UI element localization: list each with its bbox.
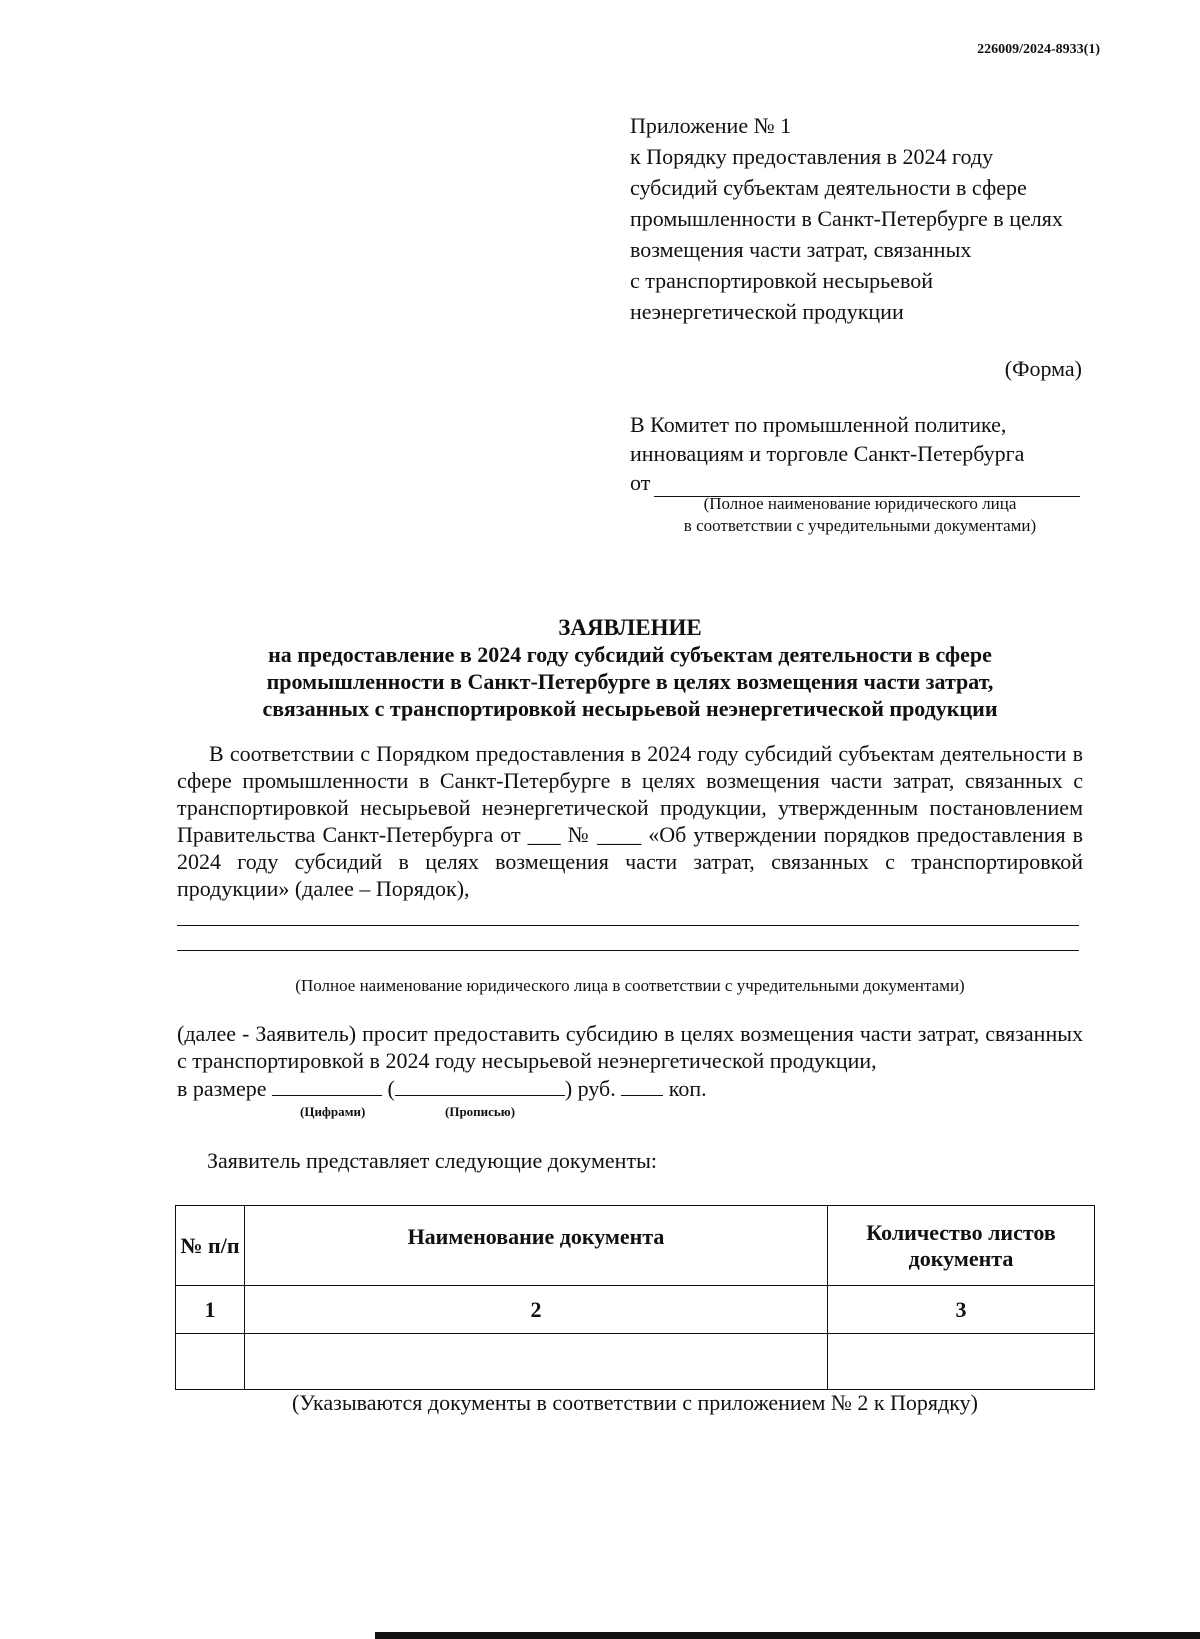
annex-block	[630, 110, 1130, 327]
title-main: ЗАЯВЛЕНИЕ	[558, 615, 702, 640]
amount-words-blank[interactable]	[395, 1077, 565, 1096]
amount-kopecks-blank[interactable]	[621, 1077, 663, 1096]
amount-line	[177, 1076, 707, 1102]
table-cell[interactable]	[245, 1334, 828, 1390]
amount-digits-blank[interactable]	[272, 1077, 382, 1096]
title-line: промышленности в Санкт-Петербурге в целях возмещения части затрат,	[266, 669, 994, 694]
table-cell[interactable]	[176, 1334, 245, 1390]
table-numbering-row	[176, 1286, 1095, 1334]
form-label: (Форма)	[1004, 356, 1082, 381]
addressee-block	[630, 410, 1080, 497]
annex-line: субсидий субъектам деятельности в сфере	[630, 175, 1027, 200]
documents-intro: Заявитель представляет следующие документы:	[207, 1148, 657, 1173]
organization-caption: (Полное наименование юридического лица в соответствии с учредительными документами)	[295, 976, 965, 995]
header-sheet-count: Количество листов документа	[828, 1206, 1095, 1286]
table-cell[interactable]	[828, 1334, 1095, 1390]
documents-note: (Указываются документы в соответствии с приложением № 2 к Порядку)	[292, 1390, 978, 1415]
document-number: 226009/2024-8933(1)	[977, 42, 1100, 57]
table-header-row	[176, 1206, 1095, 1286]
header-document-name: Наименование документа	[245, 1206, 828, 1286]
amount-kop: коп.	[668, 1076, 707, 1101]
annex-line: с транспортировкой несырьевой	[630, 268, 933, 293]
request-paragraph-text: (далее - Заявитель) просит предоставить субсидию в целях возмещения части затрат, связанных с транспортировкой в 2024 году несырьевой неэнергетической продукции,	[177, 1021, 1083, 1073]
body-paragraph	[177, 740, 1083, 902]
addressee-line: В Комитет по промышленной политике,	[630, 412, 1007, 437]
numbering-cell: 1	[176, 1286, 245, 1334]
addressee-caption-line: (Полное наименование юридического лица	[703, 494, 1017, 513]
body-paragraph-text: В соответствии с Порядком предоставления в 2024 году субсидий субъектам деятельности в сфере промышленности в Санкт-Петербурге в целях возмещения части затрат, связанных с транспортировкой несырьевой неэнергетической продукции, утвержденным постановлением Правительства Санкт-Петербурга от ___ № ____ «Об утверждении порядков предоставления в 2024 году субсидий в целях возмещения части затрат, связанных с транспортировкой продукции» (далее – Порядок),	[177, 741, 1083, 901]
numbering-cell: 2	[245, 1286, 828, 1334]
organization-name-blank[interactable]	[177, 950, 1079, 951]
request-paragraph	[177, 1020, 1083, 1074]
annex-line: возмещения части затрат, связанных	[630, 237, 972, 262]
words-label: (Прописью)	[445, 1104, 516, 1119]
documents-table	[175, 1205, 1095, 1390]
title-line: связанных с транспортировкой несырьевой неэнергетической продукции	[262, 696, 998, 721]
from-prefix: от	[630, 470, 651, 495]
annex-line: неэнергетической продукции	[630, 299, 904, 324]
digits-label: (Цифрами)	[300, 1104, 366, 1119]
addressee-line: инновациям и торговле Санкт-Петербурга	[630, 441, 1025, 466]
amount-prefix: в размере	[177, 1076, 267, 1101]
amount-rub: ) руб.	[564, 1076, 616, 1101]
annex-line: промышленности в Санкт-Петербурге в целях	[630, 206, 1063, 231]
scan-edge-bar	[375, 1632, 1200, 1639]
annex-line: к Порядку предоставления в 2024 году	[630, 144, 994, 169]
title-line: на предоставление в 2024 году субсидий субъектам деятельности в сфере	[268, 642, 992, 667]
addressee-caption-line: в соответствии с учредительными документами)	[683, 516, 1037, 535]
numbering-cell: 3	[828, 1286, 1095, 1334]
table-row	[176, 1334, 1095, 1390]
header-number: № п/п	[176, 1206, 245, 1286]
organization-name-blank[interactable]	[177, 925, 1079, 926]
annex-line: Приложение № 1	[630, 113, 792, 138]
statement-title	[175, 614, 1085, 722]
addressee-caption	[630, 493, 1090, 537]
amount-open-paren: (	[387, 1076, 395, 1101]
